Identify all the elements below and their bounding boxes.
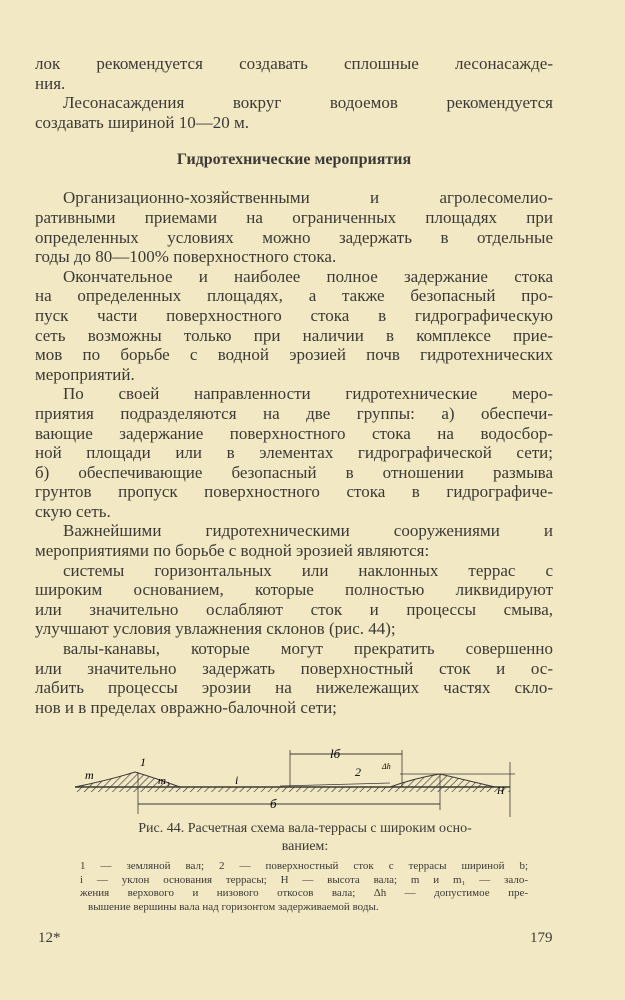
text-line: вающие задержание поверхностного стока на водосбор- bbox=[35, 423, 553, 443]
paragraph bbox=[35, 54, 553, 93]
text-line: мов по борьбе с водной эрозией почв гидротехнических bbox=[35, 345, 553, 365]
text-line: нов и в пределах овражно-балочной сети; bbox=[35, 697, 337, 717]
legend-line: вышение вершины вала над горизонтом задерживаемой воды. bbox=[88, 900, 379, 913]
text-line: на определенных площадях, а также безопасный про- bbox=[35, 286, 553, 306]
figure-legend bbox=[80, 860, 528, 914]
text-line: системы горизонтальных или наклонных террас с bbox=[63, 560, 553, 580]
text-line: лок рекомендуется создавать сплошные лесонасажде- bbox=[35, 54, 553, 73]
label-dh: Δh bbox=[382, 762, 391, 771]
text-line: ративными приемами на ограниченных площадях при bbox=[35, 207, 553, 227]
label-lb: lб bbox=[330, 746, 341, 761]
legend-line: жения верхового и низового откосов вала; Δh — допустимое пре- bbox=[80, 887, 528, 899]
text-line: сеть возможны только при наличии в комплексе прие- bbox=[35, 325, 553, 345]
text-line: лабить процессы эрозии на нижележащих частях скло- bbox=[35, 678, 553, 698]
text-line: Лесонасаждения вокруг водоемов рекомендуется bbox=[63, 93, 553, 113]
text-line: Важнейшими гидротехническими сооружениями и bbox=[63, 521, 553, 541]
text-line: пуск части поверхностного стока в гидрографическую bbox=[35, 305, 553, 325]
text-line: Организационно-хозяйственными и агролесомелио- bbox=[63, 188, 553, 208]
text-line: ния. bbox=[35, 73, 66, 93]
paragraph bbox=[35, 521, 553, 560]
list-item bbox=[35, 639, 553, 717]
list-item bbox=[35, 561, 553, 639]
body-text bbox=[35, 54, 553, 717]
label-m: m bbox=[85, 768, 94, 782]
label-m1: m₁ bbox=[158, 775, 170, 787]
text-line: ной площади или в элементах гидрографической сети; bbox=[35, 443, 553, 463]
text-line: скую сеть. bbox=[35, 501, 111, 521]
text-line: б) обеспечивающие безопасный в отношении размыва bbox=[35, 462, 553, 482]
paragraph bbox=[35, 188, 553, 266]
caption-line: ванием: bbox=[281, 839, 329, 854]
label-2: 2 bbox=[355, 765, 361, 779]
terrace-diagram bbox=[70, 742, 530, 817]
label-i: i bbox=[235, 773, 239, 787]
text-line: Окончательное и наиболее полное задержание стока bbox=[63, 266, 553, 286]
paragraph bbox=[35, 384, 553, 521]
caption-line: Рис. 44. Расчетная схема вала-террасы с широким осно- bbox=[138, 821, 472, 836]
text-line: По своей направленности гидротехнические меро- bbox=[63, 384, 553, 404]
text-line: мероприятиями по борьбе с водной эрозией являются: bbox=[35, 541, 430, 561]
text-line: определенных условиях можно задержать в отдельные bbox=[35, 227, 553, 247]
text-line: улучшают условия увлажнения склонов (рис. 44); bbox=[35, 619, 396, 639]
paragraph bbox=[35, 267, 553, 385]
text-line: или значительно ослабляют сток и процессы смыва, bbox=[35, 599, 553, 619]
legend-line: 1 — земляной вал; 2 — поверхностный сток с террасы шириной b; bbox=[80, 860, 528, 872]
paragraph bbox=[35, 93, 553, 132]
label-H: H bbox=[497, 786, 505, 797]
label-1: 1 bbox=[140, 755, 146, 769]
earth-bank-2 bbox=[390, 774, 495, 787]
signature-mark: 12* bbox=[38, 930, 61, 946]
ground bbox=[75, 787, 510, 792]
text-line: приятия подразделяются на две группы: а) обеспечи- bbox=[35, 403, 553, 423]
section-heading: Гидротехнические мероприятия bbox=[176, 151, 412, 169]
label-b: б bbox=[270, 796, 277, 811]
text-line: или значительно задержать поверхностный сток и ос- bbox=[35, 658, 553, 678]
page-number: 179 bbox=[530, 930, 553, 946]
text-line: широким основанием, которые полностью ликвидируют bbox=[35, 580, 553, 600]
text-line: создавать шириной 10—20 м. bbox=[35, 112, 249, 132]
text-line: годы до 80—100% поверхностного стока. bbox=[35, 247, 337, 267]
text-line: грунтов пропуск поверхностного стока в гидрографиче- bbox=[35, 482, 553, 502]
legend-line: i — уклон основания террасы; H — высота вала; m и m₁ — зало- bbox=[80, 873, 528, 886]
text-line: мероприятий. bbox=[35, 364, 135, 384]
figure-caption bbox=[70, 820, 540, 856]
text-line: валы-канавы, которые могут прекратить совершенно bbox=[63, 639, 553, 659]
